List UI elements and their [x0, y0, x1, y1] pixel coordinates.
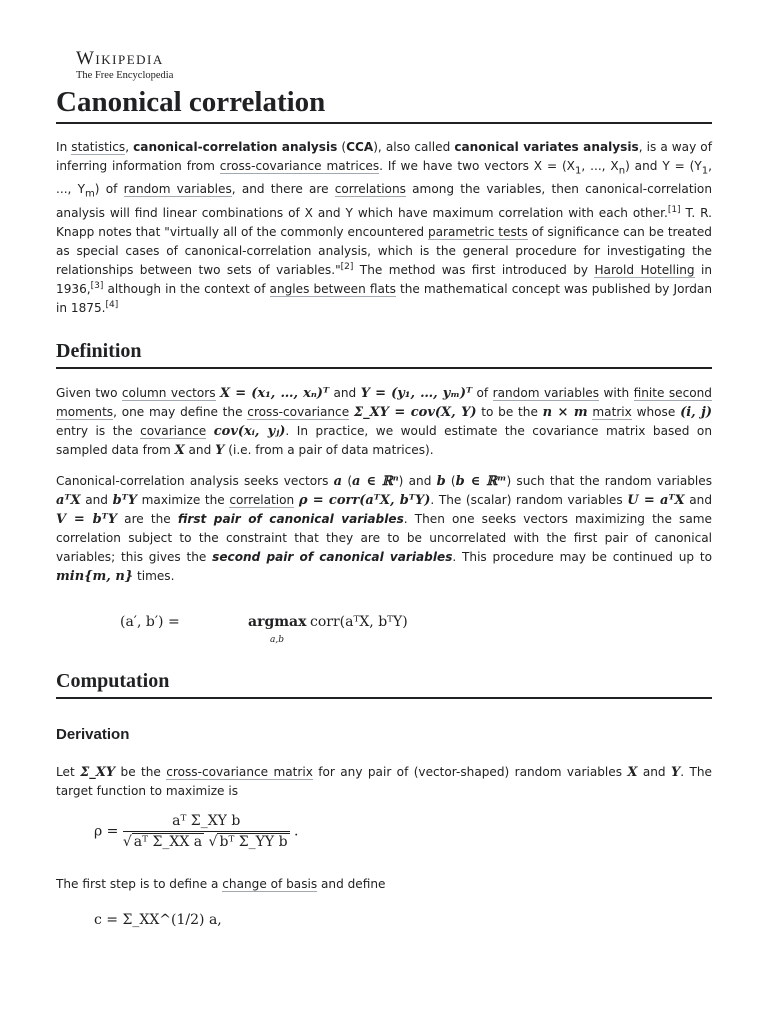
logo-tagline: The Free Encyclopedia — [76, 70, 174, 81]
equation-rho: ρ = $\frac{\text{aᵀ Σ\_XY b}}{\text{√ aᵀ Σ\_XX a √ bᵀ Σ\_YY b}}$ . — [94, 812, 299, 850]
link-harold-hotelling[interactable]: Harold Hotelling — [594, 262, 695, 277]
link-parametric-tests[interactable]: parametric tests — [427, 224, 528, 239]
link-finite-second-moments[interactable]: finite second moments — [56, 385, 712, 419]
ref-3[interactable]: [3] — [90, 280, 104, 291]
link-random-variables[interactable]: random variables — [123, 182, 232, 197]
link-cross-covariance-matrices[interactable]: cross-covariance matrices — [219, 159, 380, 173]
link-angles-between-flats[interactable]: angles between flats — [269, 281, 396, 296]
link-correlation[interactable]: correlation — [229, 492, 295, 507]
link-column-vectors[interactable]: column vectors — [121, 385, 216, 400]
equation-change-of-basis: c = Σ_XX^(1/2) a, — [94, 911, 222, 928]
ref-4[interactable]: [4] — [105, 299, 119, 310]
link-correlations[interactable]: correlations — [334, 182, 406, 197]
ref-1[interactable]: [1] — [667, 204, 681, 215]
link-cross-covariance-matrix[interactable]: cross-covariance matrix — [166, 764, 313, 779]
derivation-paragraph-1: Let Σ_XY be the cross-covariance matrix for any pair of (vector-shaped) random variables X and Y. The target function to maximize is — [56, 764, 712, 798]
link-matrix[interactable]: matrix — [592, 404, 632, 419]
link-random-variables-2[interactable]: random variables — [492, 385, 600, 400]
derivation-paragraph-2: The first step is to define a change of basis and define — [56, 876, 386, 891]
equation-argmax: (a′, b′) = argmax a,b corr(aᵀX, bᵀY) — [120, 613, 408, 645]
intro-paragraph: In statistics, canonical-correlation analysis (CCA), also called canonical variates analysis, is a way of inferring information from cross-covariance matrices. If we have two vectors $X = (X_1$, ..., $X_n$) and $Y = (Y_1$, ..., $Y_m$) of random variables, and there are correlations among the variables, then canonical-correlation analysis will find linear combinations of X and Y which have maximum correlation with each other.[1] T. R. Knapp notes that "virtually all of the commonly encountered parametric tests of significance can be treated as special cases of canonical-correlation analysis, which is the general procedure for investigating the relationships between two sets of variables."[2] The method was first introduced by Harold Hotelling in 1936,[3] although in the context of angles between flats the mathematical concept was published by Jordan in 1875.[4] — [56, 140, 713, 315]
logo-wordmark: Wikipedia — [76, 48, 164, 69]
page-title: Canonical correlation — [56, 84, 712, 124]
link-statistics[interactable]: statistics — [71, 140, 126, 154]
section-heading-computation: Computation — [56, 668, 712, 699]
link-covariance[interactable]: covariance — [140, 423, 207, 438]
definition-paragraph-1: Given two column vectors X = (x₁, …, xₙ)ᵀ and Y = (y₁, …, yₘ)ᵀ of random variables with finite second moments, one may define the cross-covariance Σ_XY = cov(X, Y) to be the n × m matrix whose (i, j) entry is the covariance cov(xᵢ, yⱼ). In practice, we would estimate the covariance matrix based on sampled data from X and Y (i.e. from a pair of data matrices). — [56, 385, 712, 458]
ref-2[interactable]: [2] — [340, 261, 354, 272]
definition-paragraph-2: Canonical-correlation analysis seeks vectors a (a ∈ ℝⁿ) and b (b ∈ ℝᵐ) such that the random variables aᵀX and bᵀY maximize the correlation ρ = corr(aᵀX, bᵀY). The (scalar) random variables U = aᵀX and V = bᵀY are the first pair of canonical variables. Then one seeks vectors maximizing the same correlation subject to the constraint that they are to be uncorrelated with the first pair of canonical variables; this gives the second pair of canonical variables. This procedure may be continued up to min{m, n} times. — [56, 473, 713, 584]
wikipedia-logo[interactable] — [76, 48, 196, 82]
section-heading-definition: Definition — [56, 338, 712, 369]
link-change-of-basis[interactable]: change of basis — [222, 876, 318, 891]
link-cross-covariance[interactable]: cross-covariance — [247, 404, 350, 419]
subsection-heading-derivation: Derivation — [56, 725, 130, 743]
article — [56, 48, 712, 928]
